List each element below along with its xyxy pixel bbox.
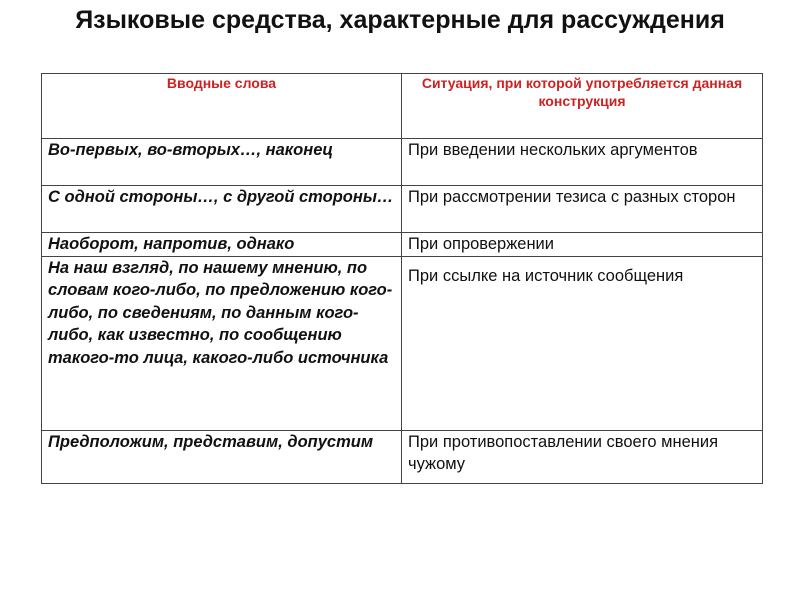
table-row	[42, 139, 763, 186]
phrase-cell: Во-первых, во-вторых…, наконец	[42, 139, 402, 186]
situation-cell: При введении нескольких аргументов	[402, 139, 763, 186]
situation-cell: При ссылке на источник сообщения	[402, 256, 763, 430]
situation-cell: При противопоставлении своего мнения чужому	[402, 430, 763, 483]
table-row	[42, 430, 763, 483]
page-title: Языковые средства, характерные для рассуждения	[75, 6, 725, 34]
column-header-situation: Ситуация, при которой употребляется данная конструкция	[402, 74, 763, 139]
situation-cell: При рассмотрении тезиса с разных сторон	[402, 186, 763, 233]
table-row	[42, 233, 763, 257]
table-row	[42, 186, 763, 233]
phrase-cell: На наш взгляд, по нашему мнению, по словам кого-либо, по предложению кого-либо, по сведениям, по данным кого-либо, как известно, по сообщению такого-то лица, какого-либо источника	[42, 256, 402, 430]
table-header-row	[42, 74, 763, 139]
phrase-cell: С одной стороны…, с другой стороны…	[42, 186, 402, 233]
phrase-cell: Предположим, представим, допустим	[42, 430, 402, 483]
phrase-cell: Наоборот, напротив, однако	[42, 233, 402, 257]
situation-cell: При опровержении	[402, 233, 763, 257]
column-header-intro-words: Вводные слова	[42, 74, 402, 139]
table-row	[42, 256, 763, 430]
reasoning-table	[41, 73, 763, 484]
